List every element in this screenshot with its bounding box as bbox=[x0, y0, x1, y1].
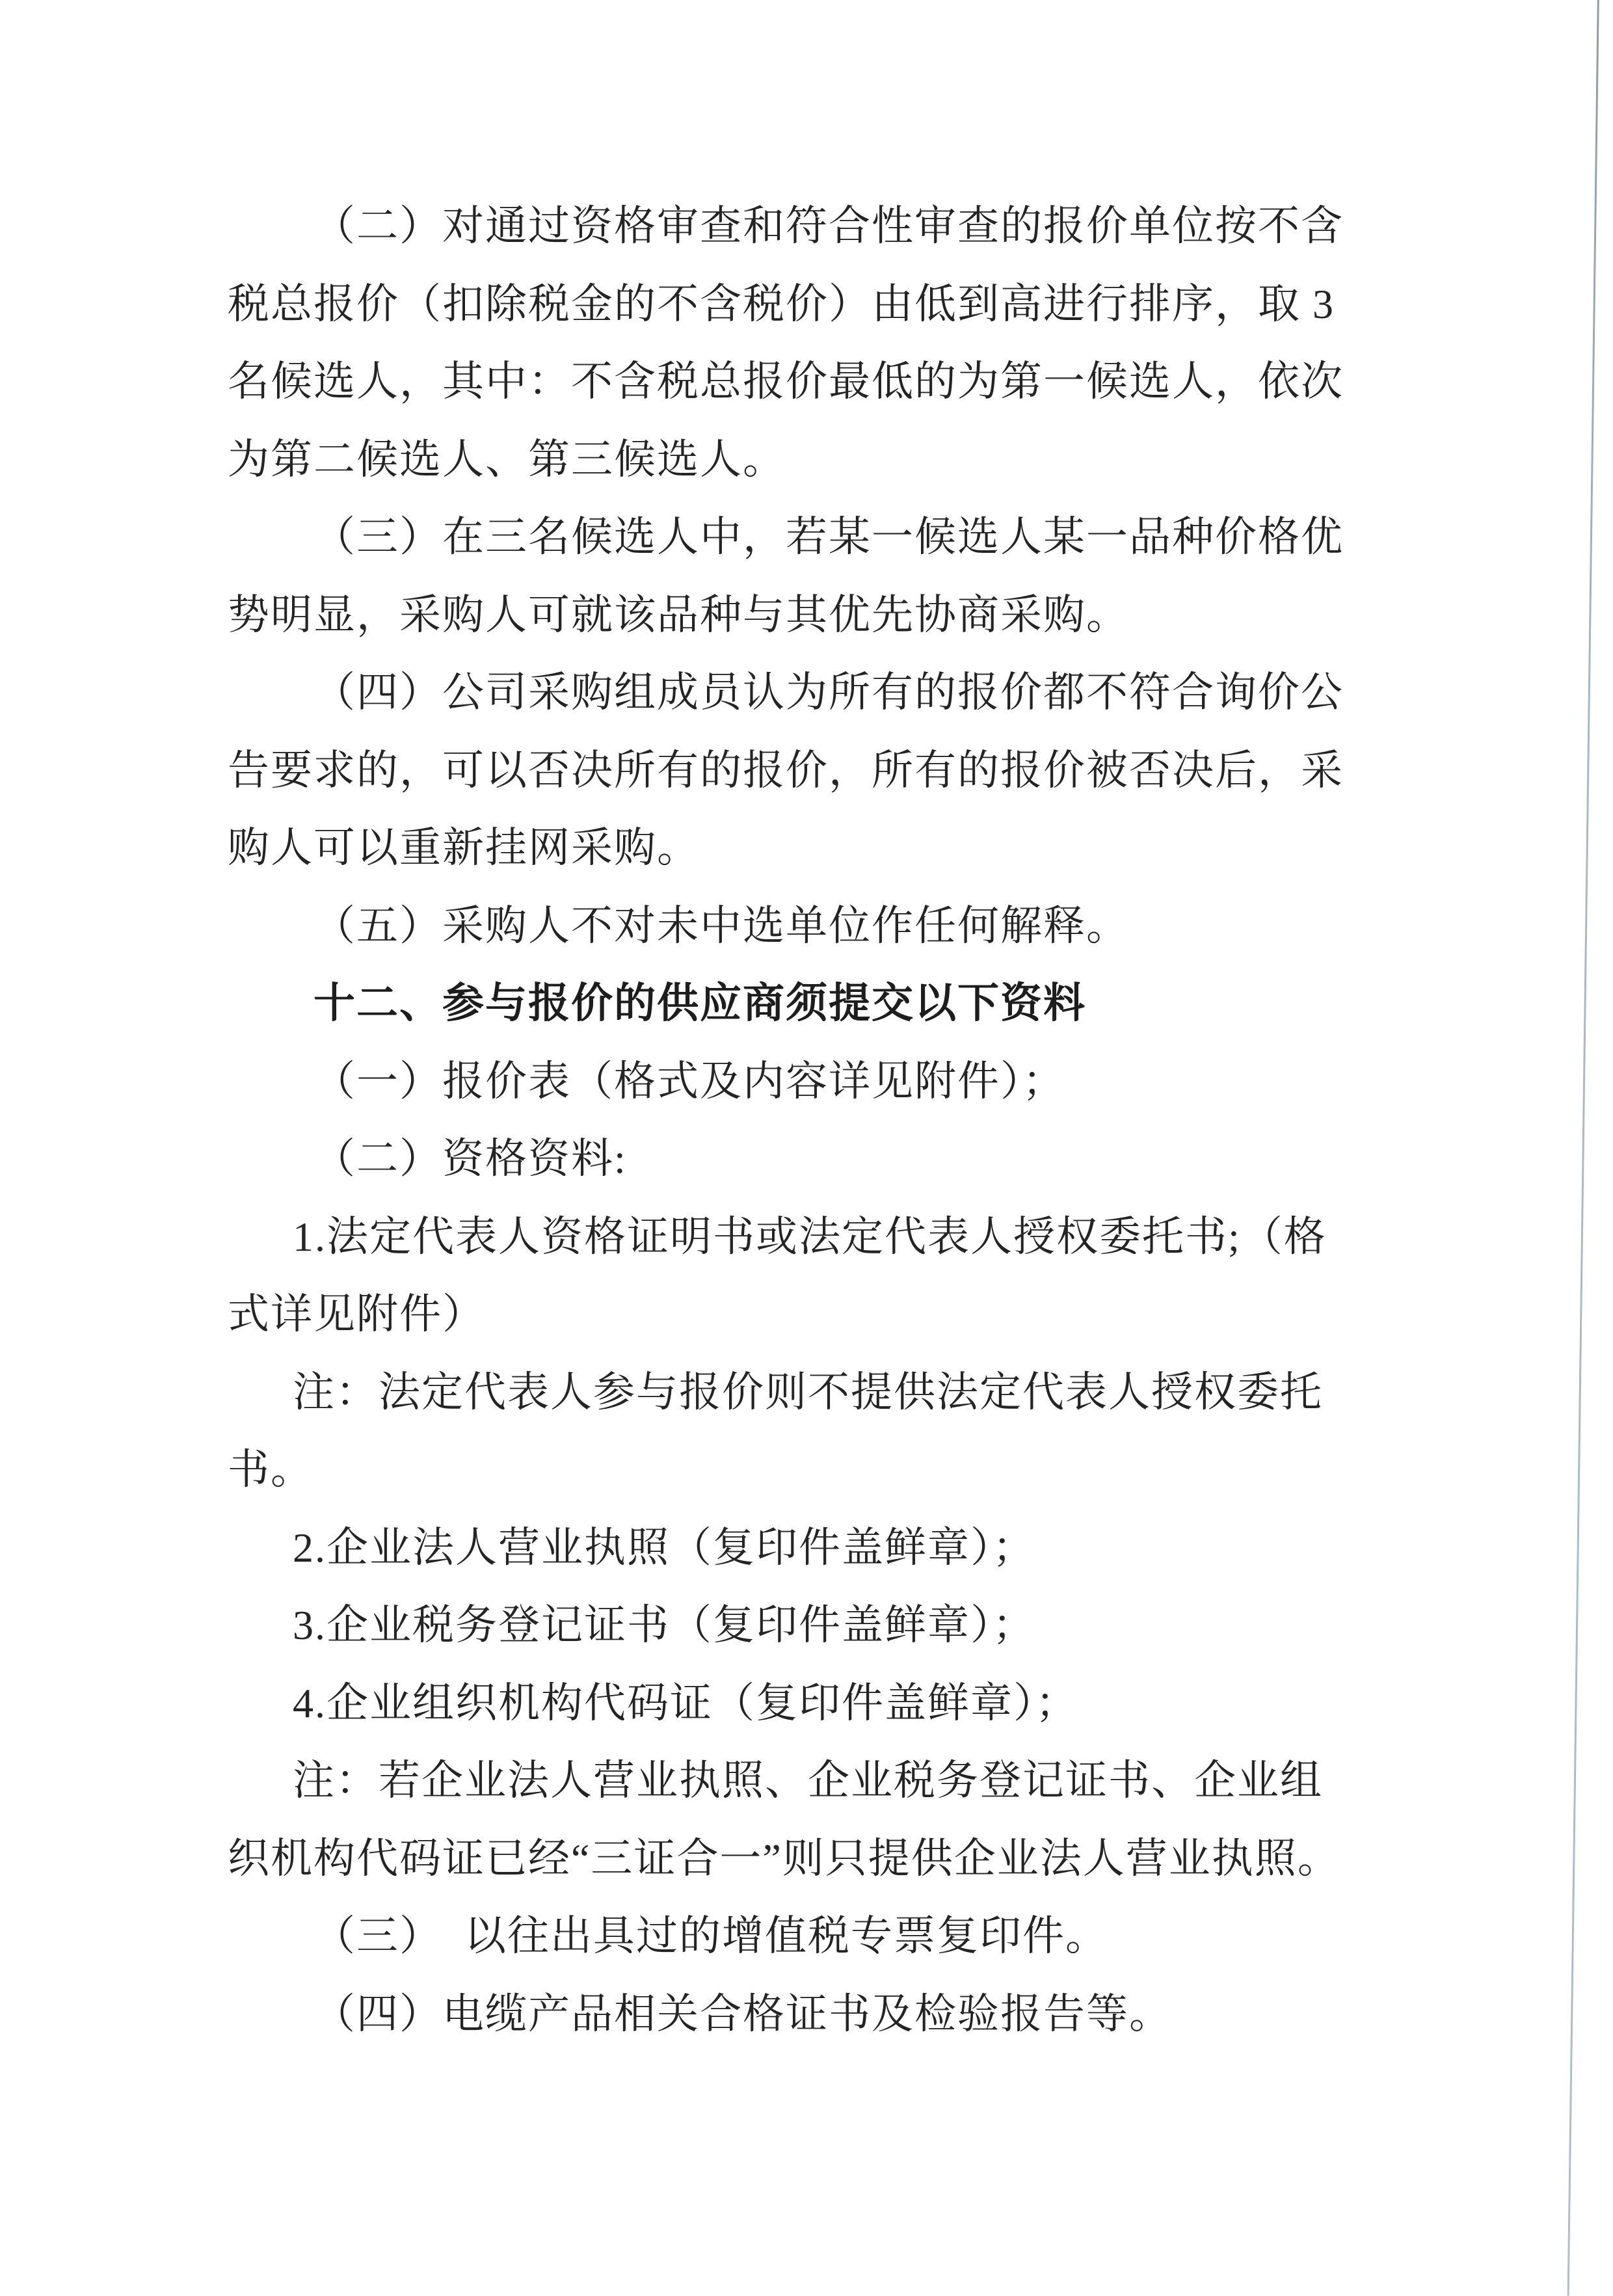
text-line: 注：法定代表人参与报价则不提供法定代表人授权委托 bbox=[293, 1368, 1323, 1415]
text-line: （二）资格资料: bbox=[313, 1136, 627, 1182]
heading-line: 十二、参与报价的供应商须提交以下资料 bbox=[313, 980, 1086, 1026]
text-line: 织机构代码证已经“三证合一”则只提供企业法人营业执照。 bbox=[228, 1835, 1340, 1882]
scan-artifact-line bbox=[1567, 0, 1599, 2296]
text-line: 注：若企业法人营业执照、企业税务登记证书、企业组 bbox=[293, 1757, 1323, 1804]
text-line: 2.企业法人营业执照（复印件盖鲜章）； bbox=[293, 1524, 1035, 1571]
text-line: 4.企业组织机构代码证（复印件盖鲜章）； bbox=[293, 1679, 1078, 1726]
text-line: （三） 以往出具过的增值税专票复印件。 bbox=[313, 1913, 1108, 1959]
text-line: 告要求的，可以否决所有的报价，所有的报价被否决后，采 bbox=[228, 747, 1344, 794]
text-line: （三）在三名候选人中，若某一候选人某一品种价格优 bbox=[313, 514, 1344, 560]
text-line: （四）公司采购组成员认为所有的报价都不符合询价公 bbox=[313, 669, 1344, 715]
text-line: （四）电缆产品相关合格证书及检验报告等。 bbox=[313, 1990, 1172, 2037]
text-line: 书。 bbox=[228, 1447, 313, 1493]
text-line: （五）采购人不对未中选单位作任何解释。 bbox=[313, 902, 1129, 949]
text-line: （二）对通过资格审查和符合性审查的报价单位按不含 bbox=[313, 203, 1344, 249]
text-line: 购人可以重新挂网采购。 bbox=[228, 825, 700, 871]
text-line: 式详见附件） bbox=[228, 1291, 485, 1337]
text-line: 势明显，采购人可就该品种与其优先协商采购。 bbox=[228, 591, 1129, 638]
document-body bbox=[228, 187, 1392, 2053]
text-line: 税总报价（扣除税金的不含税价）由低到高进行排序，取 3 bbox=[228, 280, 1335, 327]
text-line: 1.法定代表人资格证明书或法定代表人授权委托书;（格 bbox=[293, 1213, 1327, 1260]
text-line: 3.企业税务登记证书（复印件盖鲜章）； bbox=[293, 1602, 1035, 1648]
text-line: 为第二候选人、第三候选人。 bbox=[228, 436, 786, 483]
text-line: （一）报价表（格式及内容详见附件）； bbox=[313, 1058, 1065, 1104]
text-line: 名候选人，其中：不含税总报价最低的为第一候选人，依次 bbox=[228, 358, 1344, 405]
